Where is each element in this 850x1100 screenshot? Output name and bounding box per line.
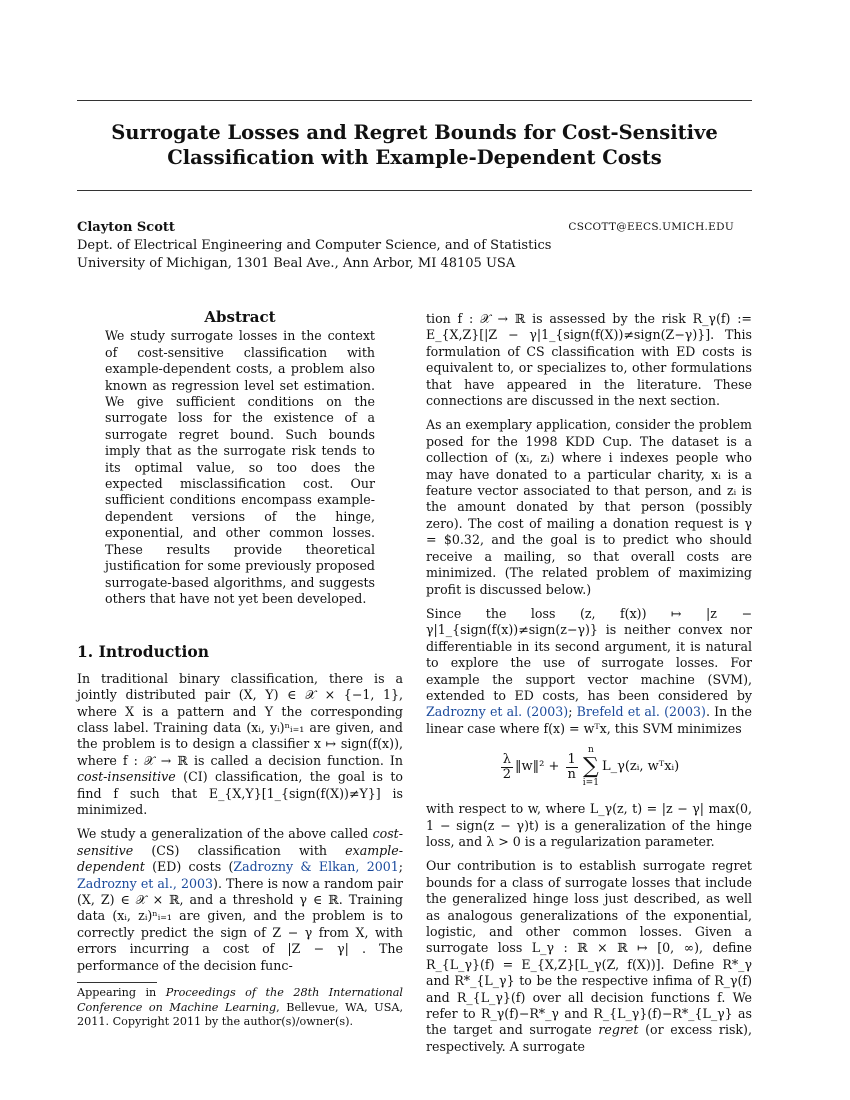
right-p5-start: Our contribution is to establish surrogate regret bounds for a class of surrogate losses that include the generalized hinge loss just described, as well as analogous generalizations of the exponential, logistic, and other common losses. Given a surrogate loss L_γ : ℝ × ℝ ↦ [0, ∞), define R_{L_γ}(f) = E_{X,Z}[L_γ(Z, f(X))]. Define R*_γ and R*_{L_γ} to be the respective infima of R_γ(f) and R_{L_γ}(f) over all decision functions f. We refer to R_γ(f)−R*_γ and R_{L_γ}(f)−R*_{L_γ} as the target and surrogate [426, 858, 752, 1038]
title-line-2: Classification with Example-Dependent Costs [167, 146, 662, 169]
right-paragraph-1: tion f : 𝒳 → ℝ is assessed by the risk R_γ(f) := E_{X,Z}[|Z − γ|1_{sign(f(X))≠sign(Z−γ)}]. This formulation of CS classification with ED costs is equivalent to, or specializes to, other formulations that have appeared in the literature. These connections are discussed in the next section. [426, 311, 752, 409]
intro-p2-mid-1: (CS) classification with [151, 842, 328, 858]
title-bottom-rule [77, 190, 752, 191]
citation-link[interactable]: Zadrozny & Elkan, 2001 [233, 859, 399, 875]
left-column [77, 309, 403, 1030]
sum-lower-limit: i=1 [582, 778, 599, 789]
abstract-heading: Abstract [204, 308, 276, 326]
right-paragraph-4: with respect to w, where L_γ(z, t) = |z − γ| max(0, 1 − sign(z − γ)t) is a generalization of the hinge loss, and λ > 0 is a regularization parameter. [426, 801, 752, 849]
citation-link[interactable]: Brefeld et al. (2003) [576, 704, 706, 720]
intro-p1-text: In traditional binary classification, there is a jointly distributed pair (X, Y) ∈ 𝒳 × {−1, 1}, where X is a pattern and Y the corresponding class label. Training data (xᵢ, yᵢ)ⁿᵢ₌₁ are given, and the problem is to design a classifier x ↦ sign(f(x)), where f : 𝒳 → ℝ is called a decision function. In [77, 670, 403, 768]
intro-p2-emphasis-2: example-dependent [77, 842, 403, 875]
right-paragraph-2: As an exemplary application, consider the problem posed for the 1998 KDD Cup. The dataset is a collection of (xᵢ, zᵢ) where i indexes people who may have donated to a particular charity, xᵢ is a feature vector associated to that person, and zᵢ is the amount donated by that person (possibly zero). The cost of mailing a donation request is γ = $0.32, and the goal is to predict who should receive a mailing, so that overall costs are minimized. (The related problem of maximizing profit is discussed below.) [426, 417, 752, 597]
intro-p2-mid-2: (ED) costs ( [152, 859, 234, 875]
citation-link[interactable]: Zadrozny et al. (2003) [426, 704, 569, 720]
norm-term: ‖w‖² + [514, 758, 560, 774]
right-paragraph-5 [426, 858, 752, 1055]
intro-p2-start: We study a generalization of the above called [77, 826, 369, 842]
sum-symbol: ∑ [583, 754, 599, 780]
sum-upper-limit: n [587, 745, 594, 756]
affiliation-line-1: Dept. of Electrical Engineering and Computer Science, and of Statistics [77, 238, 552, 253]
affiliation-line-2: University of Michigan, 1301 Beal Ave., Ann Arbor, MI 48105 USA [77, 256, 516, 271]
one-over-n-fraction [566, 753, 578, 782]
right-p5-end: (or excess risk), respectively. A surrogate [426, 1022, 752, 1054]
svm-objective-equation [426, 745, 752, 793]
paper-title [77, 120, 752, 170]
citation-link[interactable]: Zadrozny et al., 2003 [77, 875, 214, 891]
title-line-1: Surrogate Losses and Regret Bounds for Cost-Sensitive [111, 121, 718, 144]
author-name: Clayton Scott [77, 220, 175, 235]
author-email: CSCOTT@EECS.UMICH.EDU [568, 221, 734, 233]
right-p3-start: Since the loss (z, f(x)) ↦ |z − γ|1_{sign(f(x))≠sign(z−γ)} is neither convex nor differentiable in its second argument, it is natural to explore the use of surrogate losses. For example the support vector machine (SVM), extended to ED costs, has been considered by [426, 605, 752, 703]
fraction-numerator: 1 [567, 751, 576, 767]
intro-p1-end: (CI) classification, the goal is to find f such that E_{X,Y}[1_{sign(f(X))≠Y}] is minimized. [77, 769, 403, 817]
fraction-numerator: λ [502, 751, 511, 767]
citation-separator: ; [568, 704, 577, 720]
footnote-suffix: , Bellevue, WA, USA, 2011. Copyright 2011 by the author(s)/owner(s). [77, 1000, 403, 1029]
footnote-rule [77, 982, 157, 983]
lambda-fraction [501, 753, 513, 782]
fraction-denominator: 2 [502, 766, 511, 782]
footnote [77, 986, 403, 1030]
right-p3-end: . In the linear case where f(x) = wᵀx, this SVM minimizes [426, 704, 752, 736]
intro-p2-emphasis-1: cost-sensitive [77, 826, 403, 858]
intro-paragraph-1 [77, 671, 403, 819]
footnote-venue: Proceedings of the 28th International Conference on Machine Learning [77, 986, 403, 1014]
abstract-text: We study surrogate losses in the context of cost-sensitive classification with example-dependent costs, a problem also known as regression level set estimation. We give sufficient conditions on the surrogate loss for the existence of a surrogate regret bound. Such bounds imply that as the surrogate risk tends to its optimal value, so too does the expected misclassification cost. Our sufficient conditions encompass example-dependent versions of the hinge, exponential, and other common losses. These results provide theoretical justification for some previously proposed surrogate-based algorithms, and suggests others that have not yet been developed. [105, 328, 375, 606]
intro-p1-emphasis: cost-insensitive [77, 769, 176, 785]
right-paragraph-3 [426, 606, 752, 737]
loss-term: L_γ(zᵢ, wᵀxᵢ) [601, 758, 680, 774]
introduction-heading: 1. Introduction [77, 642, 209, 662]
summation [583, 745, 599, 789]
citation-separator: ; [398, 859, 403, 875]
intro-p2-end: ). There is now a random pair (X, Z) ∈ 𝒳 × ℝ, and a threshold γ ∈ ℝ. Training data (xᵢ, zᵢ)ⁿᵢ₌₁ are given, and the problem is to correctly predict the sign of Z − γ from X, with errors incurring a cost of |Z − γ| . The performance of the decision func- [77, 875, 404, 973]
title-top-rule [77, 100, 752, 101]
intro-paragraph-2 [77, 826, 403, 974]
footnote-prefix: Appearing in [77, 986, 157, 1000]
fraction-denominator: n [567, 766, 576, 782]
right-column [426, 311, 752, 1063]
right-p5-emphasis: regret [598, 1022, 639, 1038]
